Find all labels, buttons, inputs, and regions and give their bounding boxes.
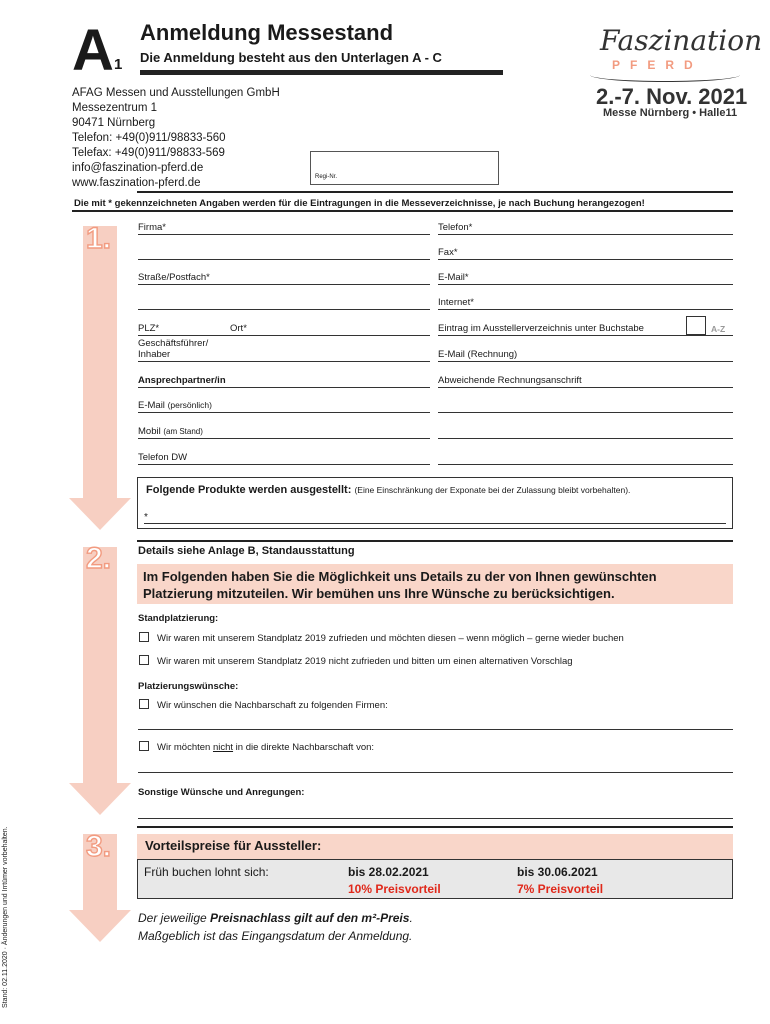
not-neighbors-field[interactable] [138,772,733,773]
label-strasse: Straße/Postfach* [138,272,210,283]
sonstige-label: Sonstige Wünsche und Anregungen: [138,787,305,798]
notice-text: Die mit * gekennzeichneten Angaben werden für die Eintragungen in die Messeverzeichnisse, je nach Buchung herangezogen! [74,198,645,209]
section-number: 1. [86,222,112,255]
label-gf: Geschäftsführer/ [138,338,209,349]
banner-line: Platzierung mitzuteilen. Wir bemühen uns Ihre Wünsche zu berücksichtigen. [143,586,615,601]
sonstige-field[interactable] [138,818,733,819]
divider [137,191,733,193]
checkbox-neighbors[interactable] [139,699,149,709]
label-firma: Firma* [138,222,166,233]
divider [72,210,733,212]
opt-not-neighbors [157,742,374,753]
divider [137,540,733,542]
note1-bold: Preisnachlass gilt auf den m²-Preis [210,911,410,925]
opt4-post: in die direkte Nachbarschaft von: [233,742,375,753]
mobil-field[interactable] [138,438,430,439]
firma-field[interactable] [138,234,430,235]
products-star: * [144,512,148,523]
wuensche-label: Platzierungswünsche: [138,681,239,692]
email-field[interactable] [438,284,733,285]
telefon-field[interactable] [438,234,733,235]
az-label: A-Z [711,324,726,334]
arrow-head [69,783,131,815]
label-mobil [138,426,203,437]
letter-box[interactable] [686,316,706,335]
abweichend-field-4[interactable] [438,464,733,465]
gf-field[interactable] [138,361,430,362]
divider [137,826,733,828]
neighbors-field[interactable] [138,729,733,730]
email-rechnung-field[interactable] [438,361,733,362]
page-title: Anmeldung Messestand [140,20,394,45]
pct1: 10% Preisvorteil [348,882,441,896]
address-line: Telefax: +49(0)911/98833-569 [72,147,225,159]
arrow-shaft [83,226,117,498]
fax-field[interactable] [438,259,733,260]
label-eintrag: Eintrag im Ausstellerverzeichnis unter Buchstabe [438,323,644,334]
ansprech-field[interactable] [138,387,430,388]
products-line [144,523,726,524]
note1-pre: Der jeweilige [138,911,211,925]
arrow-shaft [83,547,117,783]
section-number: 3. [86,830,112,863]
opt4-pre: Wir möchten [157,742,213,753]
products-title: Folgende Produkte werden ausgestellt: [146,484,352,496]
date2: bis 30.06.2021 [517,865,598,879]
label-ort: Ort* [230,323,247,334]
strasse-field-2[interactable] [138,309,430,310]
label-email-pers [138,400,212,411]
label-internet: Internet* [438,297,474,308]
price-box [137,859,733,899]
note1-post: . [409,911,413,925]
title-underline [140,70,503,75]
label-abweichend: Abweichende Rechnungsanschrift [438,375,582,386]
products-box[interactable] [137,477,733,529]
regi-nr-box[interactable] [310,151,499,185]
products-heading [146,484,630,496]
section3-banner: Vorteilspreise für Aussteller: [137,834,733,859]
opt-not-satisfied: Wir waren mit unserem Standplatz 2019 nicht zufrieden und bitten um einen alternativen Vorschlag [157,656,573,667]
abweichend-field-2[interactable] [438,412,733,413]
plz-ort-field[interactable] [138,335,430,336]
label-telefon: Telefon* [438,222,473,233]
event-venue: Messe Nürnberg • Halle11 [603,107,738,119]
arrow-head [69,910,131,942]
abweichend-field-3[interactable] [438,438,733,439]
email-pers-suffix: (persönlich) [167,400,212,410]
section2-banner [137,564,733,604]
label-email: E-Mail* [438,272,469,283]
checkbox-not-satisfied[interactable] [139,655,149,665]
label-inhaber: Inhaber [138,349,171,360]
form-number: 1 [114,56,123,73]
logo-pferd: PFERD [612,58,703,72]
mobil-suffix: (am Stand) [163,427,203,436]
section2-heading: Details siehe Anlage B, Standausstattung [138,545,355,557]
opt-neighbors: Wir wünschen die Nachbarschaft zu folgenden Firmen: [157,700,388,711]
address-line: AFAG Messen und Ausstellungen GmbH [72,87,280,99]
checkbox-not-neighbors[interactable] [139,741,149,751]
organizer-address [72,86,280,191]
opt-satisfied: Wir waren mit unserem Standplatz 2019 zufrieden und möchten diesen – wenn möglich – gerne wieder buchen [157,633,624,644]
price-note-2: Maßgeblich ist das Eingangsdatum der Anmeldung. [138,929,413,943]
telefon-dw-field[interactable] [138,464,430,465]
label-fax: Fax* [438,247,458,258]
mobil-text: Mobil [138,426,161,437]
address-line: Telefon: +49(0)911/98833-560 [72,132,226,144]
eintrag-line [438,335,733,336]
regi-nr-label: Regi-Nr. [315,174,338,180]
date1: bis 28.02.2021 [348,865,429,879]
label-email-rechnung: E-Mail (Rechnung) [438,349,518,360]
label-ansprech: Ansprechpartner/in [138,375,226,386]
form-letter: A [72,18,112,83]
side-note: Stand: 02.11.2020 · Änderungen und Irrtümer vorbehalten. [2,826,9,1008]
early-label: Früh buchen lohnt sich: [144,865,269,879]
opt4-underlined: nicht [212,742,234,753]
price-note-1 [138,911,413,925]
products-note: (Eine Einschränkung der Exponate bei der Zulassung bleibt vorbehalten). [354,485,631,495]
firma-field-2[interactable] [138,259,430,260]
banner-line: Im Folgenden haben Sie die Möglichkeit uns Details zu der von Ihnen gewünschten [143,569,657,584]
label-telefon-dw: Telefon DW [138,452,188,463]
abweichend-field[interactable] [438,387,733,388]
checkbox-satisfied[interactable] [139,632,149,642]
address-line: Messezentrum 1 [72,102,158,114]
address-line: www.faszination-pferd.de [72,177,201,189]
event-dates: 2.-7. Nov. 2021 [596,84,748,109]
label-plz: PLZ* [138,323,160,334]
logo-script: Faszination [600,24,763,57]
internet-field[interactable] [438,309,733,310]
page-subtitle: Die Anmeldung besteht aus den Unterlagen A - C [140,50,442,65]
standplatz-label: Standplatzierung: [138,613,219,624]
email-pers-text: E-Mail [138,400,165,411]
strasse-field[interactable] [138,284,430,285]
pct2: 7% Preisvorteil [517,882,604,896]
arrow-head [69,498,131,530]
address-line: 90471 Nürnberg [72,117,156,129]
email-pers-field[interactable] [138,412,430,413]
address-line: info@faszination-pferd.de [72,162,204,174]
section-number: 2. [86,542,112,575]
